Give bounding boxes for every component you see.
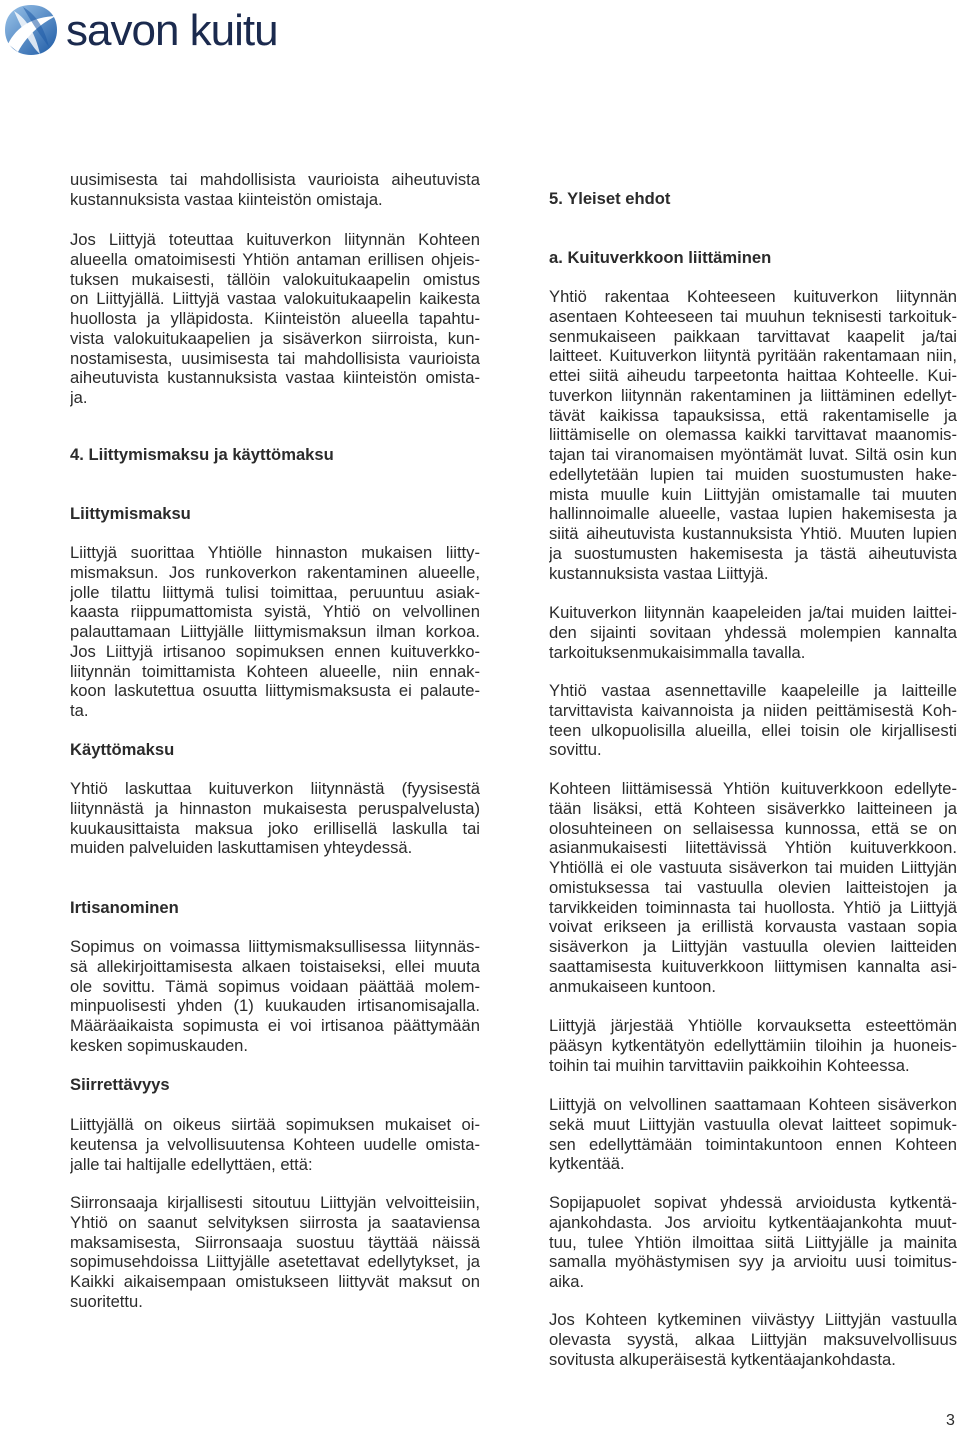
text-line: Siirronsaaja kirjallisesti sitoutuu Liittyjän velvoitteisiin, [70,1193,480,1212]
text-line: tuu, tulee Yhtiön ilmoittaa siitä Liittyjälle ja mainita [549,1232,957,1252]
text-line: liitynnän toimittamista Kohteen alueelle, niin ennak- [70,661,480,681]
paragraph [549,1193,957,1292]
text-line: keutensa ja velvollisuutensa Kohteen uudelle omista- [70,1134,480,1154]
page-number: 3 [946,1412,955,1429]
paragraph [549,1016,957,1075]
text-line: kesken sopimuskauden. [70,1035,249,1055]
text-line: aika. [549,1272,585,1291]
text-line: Sopimus on voimassa liittymismaksullisessa liitynnäs- [70,937,480,956]
text-line: tään lisäksi, että Kohteen sisäverkko laitteineen ja [549,798,957,818]
subsection-heading: Liittymismaksu [70,504,191,523]
text-line: voivat erikseen ja erillistä korvausta vastaan sopia [549,917,957,937]
text-line: omistuksessa tai vastuulla olevien laitteistojen ja [549,877,957,897]
text-line: Jos Kohteen kytkeminen viivästyy Liittyjän vastuulla [549,1310,957,1329]
text-line: alueella omatoimisesti Yhtiön antaman erillisen ohjeis- [70,249,480,269]
text-line: tuksen mukaisesti, tällöin valokuitukaapelin omistus [70,269,480,289]
subsection-heading: a. Kuituverkkoon liittäminen [549,248,772,267]
text-line: sisäverkon ja Liittyjän vastuulla olevien laitteiden [549,937,957,956]
text-line: Yhtiö vastaa asennettaville kaapeleille ja laitteille [549,681,957,700]
text-line: sovitusta alkuperäisestä kytkentäajankohdasta. [549,1349,896,1369]
text-line: saattamisesta kuituverkkoon liittymisen kannalta asi- [549,956,957,976]
swirl-logo-icon [3,3,59,57]
text-line: sä allekirjoittamisesta alkaen toistaiseksi, ellei muuta [70,956,480,976]
text-line: palauttamaan Liittyjälle liittymismaksun ilman korkoa. [70,622,480,641]
text-line: tuverkon liitynnän rakentaminen ja liittäminen edellyt- [549,385,957,405]
text-line: asentaen Kohteeseen tai muuhun teknisesti tarkoituk- [549,306,957,326]
text-line: olevasta syystä, alkaa Liittyjän maksuvelvollisuus [549,1329,957,1349]
text-line: ja. [70,388,88,407]
text-line: minpuolisesti yhden (1) kuukauden irtisanomisajalla. [70,996,480,1016]
text-line: hallinnoimalle alueelle, vastaa lupien hakemisesta ja [549,504,957,524]
paragraph [70,543,480,721]
text-line: tävät kaikissa tapauksissa, että rakentamiselle ja [549,405,957,425]
text-line: senmukaiseen paikkaan tarvittavat kaapelit ja/tai [549,326,957,346]
left-column [70,0,480,1400]
text-line: ettei siitä aiheudu tarpeetonta haittaa Kohteelle. Kui- [549,366,957,385]
text-line: toihin tai muihin tarvittaviin paikkoihin Kohteessa. [549,1055,910,1075]
paragraph [70,1115,480,1174]
paragraph [70,779,480,858]
text-line: teen ulkopuolisilla alueilla, ellei toisin ole kirjallisesti [549,720,957,740]
subsection-heading: Irtisanominen [70,898,179,917]
text-line: Kuituverkon liitynnän kaapeleiden ja/tai muiden laittei- [549,603,957,622]
text-line: nostamisesta, uusimisesta tai mahdollisista vaurioista [70,348,480,368]
text-line: sopimusehdoissa Liittyjälle asetettavat edellytykset, ja [70,1252,480,1272]
text-line: suoritettu. [70,1291,143,1311]
text-line: olosuhteineen on sellaisessa kunnossa, että se on [549,818,957,838]
text-line: Yhtiöllä ei ole vastuuta sisäverkon tai muiden Liittyjän [549,858,957,877]
paragraph [549,1310,957,1369]
text-line: ta. [70,701,89,720]
section-heading: 5. Yleiset ehdot [549,189,671,208]
paragraph [70,170,480,210]
paragraph [549,603,957,662]
text-line: Sopijapuolet sopivat yhdessä arvioidusta kytkentä- [549,1193,957,1212]
text-line: anmukaiseen kuntoon. [549,976,716,996]
text-line: ja suostumusten hakemisesta ja tästä aiheutuvista [549,543,957,563]
paragraph [70,230,480,408]
text-line: edellytetään lupien tai muiden suostumusten hake- [549,464,957,484]
text-line: Jos Liittyjä toteuttaa kuituverkon liitynnän Kohteen [70,230,480,249]
text-line: huollosta ja ylläpidosta. Kiinteistön alueella tapahtu- [70,309,480,328]
paragraph [549,1095,957,1174]
text-line: koon laskutettua osuutta liittymismaksusta ei palaute- [70,681,480,701]
text-line: liitynnästä ja hinnaston mukaisesta peruspalvelusta) [70,798,480,818]
subsection-heading: Siirrettävyys [70,1075,170,1094]
text-line: Liittyjä on velvollinen saattamaan Kohteen sisäverkon [549,1095,957,1114]
text-line: mista muulle kuin Liittyjän omistamalle tai muuten [549,484,957,504]
text-line: vista valokuitukaapelien ja sisäverkon siirroista, kun- [70,328,480,348]
text-line: on Liittyjällä. Liittyjä vastaa valokuitukaapelin kaikesta [70,289,480,309]
text-line: kaasta riippumattomista syistä, Yhtiö on velvollinen [70,602,480,622]
text-line: Määräaikaista sopimusta ei voi irtisanoa päättymään [70,1016,480,1035]
text-line: Kohteen liittämisessä Yhtiön kuituverkkoon edellyte- [549,779,957,798]
text-line: Yhtiö rakentaa Kohteeseen kuituverkon liitynnän [549,287,957,306]
text-line: asianmukaisesti liitettävissä Yhtiön kuituverkkoon. [549,838,957,858]
text-line: Liittyjällä on oikeus siirtää sopimuksen mukaiset oi- [70,1115,480,1134]
text-line: kustannuksista vastaa Liittyjä. [549,563,769,583]
text-line: Yhtiö laskuttaa kuituverkon liitynnästä (fyysisestä [70,779,480,798]
text-line: samalla myöhästymisen syy ja arvioitu uusi toimitus- [549,1252,957,1272]
section-heading: 4. Liittymismaksu ja käyttömaksu [70,445,334,464]
text-line: kustannuksista vastaa kiinteistön omistaja. [70,189,383,209]
text-line: jolle tilattu liittymä tulisi toimittaa, peruuntuu asiak- [70,582,480,602]
text-line: Liittyjä suorittaa Yhtiölle hinnaston mukaisen liitty- [70,543,480,562]
text-line: Kaikki aikaisempaan omistukseen liittyvät maksut on [70,1272,480,1291]
paragraph [549,779,957,996]
text-line: sekä muut Liittyjän vastuulla olevat laitteet sopimuk- [549,1114,957,1134]
text-line: siitä aiheutuvista kustannuksista Yhtiö. Muuten lupien [549,524,957,543]
text-line: ajankohdasta. Jos arvioitu kytkentäajankohta muut- [549,1212,957,1232]
text-line: tajan tai viranomaisen myöntämät luvat. Siltä osin kun [549,445,957,464]
text-line: Jos Liittyjä irtisanoo sopimuksen ennen kuituverkko- [70,641,480,661]
text-line: jalle tai haltijalle edellyttäen, että: [70,1154,313,1174]
text-line: den sijainti sovitaan yhdessä molempien kannalta [549,622,957,642]
text-line: liittämiselle on olemassa kaikki tarvittavat maanomis- [549,425,957,445]
paragraph [549,287,957,583]
text-line: kytkentää. [549,1154,625,1174]
text-line: tarvittavista kaivannoista ja niiden peittämisestä Koh- [549,700,957,720]
text-line: tarvikkeiden toiminnasta tai huollosta. Yhtiö ja Liittyjä [549,897,957,917]
text-line: pääsyn kytkentätyön edellyttämiin tiloihin ja huoneis- [549,1035,957,1055]
text-line: laitteet. Kuituverkon liityntä pyritään rakentamaan niin, [549,346,957,366]
right-column [549,0,957,1400]
text-line: kuukausittaista maksua joko erillisellä laskulla tai [70,818,480,838]
text-line: aiheutuvista kustannuksista vastaa kiinteistön omista- [70,368,480,388]
text-line: sen edellyttämään toimintakuntoon ennen Kohteen [549,1134,957,1154]
text-line: uusimisesta tai mahdollisista vaurioista aiheutuvista [70,170,480,189]
text-line: Yhtiö on saanut selvityksen siirrosta ja saataviensa [70,1212,480,1232]
subsection-heading: Käyttömaksu [70,740,175,759]
text-line: maksamisesta, Siirronsaaja suostuu täyttää näissä [70,1232,480,1252]
text-line: sovittu. [549,740,602,760]
text-line: Liittyjä järjestää Yhtiölle korvauksetta esteettömän [549,1016,957,1035]
paragraph [70,937,480,1056]
text-line: ole sovittu. Tämä sopimus voidaan päättää molem- [70,976,480,996]
text-line: tarkoituksenmukaisimmalla tavalla. [549,642,806,662]
paragraph [70,1193,480,1312]
text-line: mismaksun. Jos runkoverkon rakentaminen alueelle, [70,562,480,582]
paragraph [549,681,957,760]
text-line: muiden palveluiden laskuttamisen yhteydessä. [70,838,413,858]
logo-wordmark: savon kuitu [66,6,278,55]
